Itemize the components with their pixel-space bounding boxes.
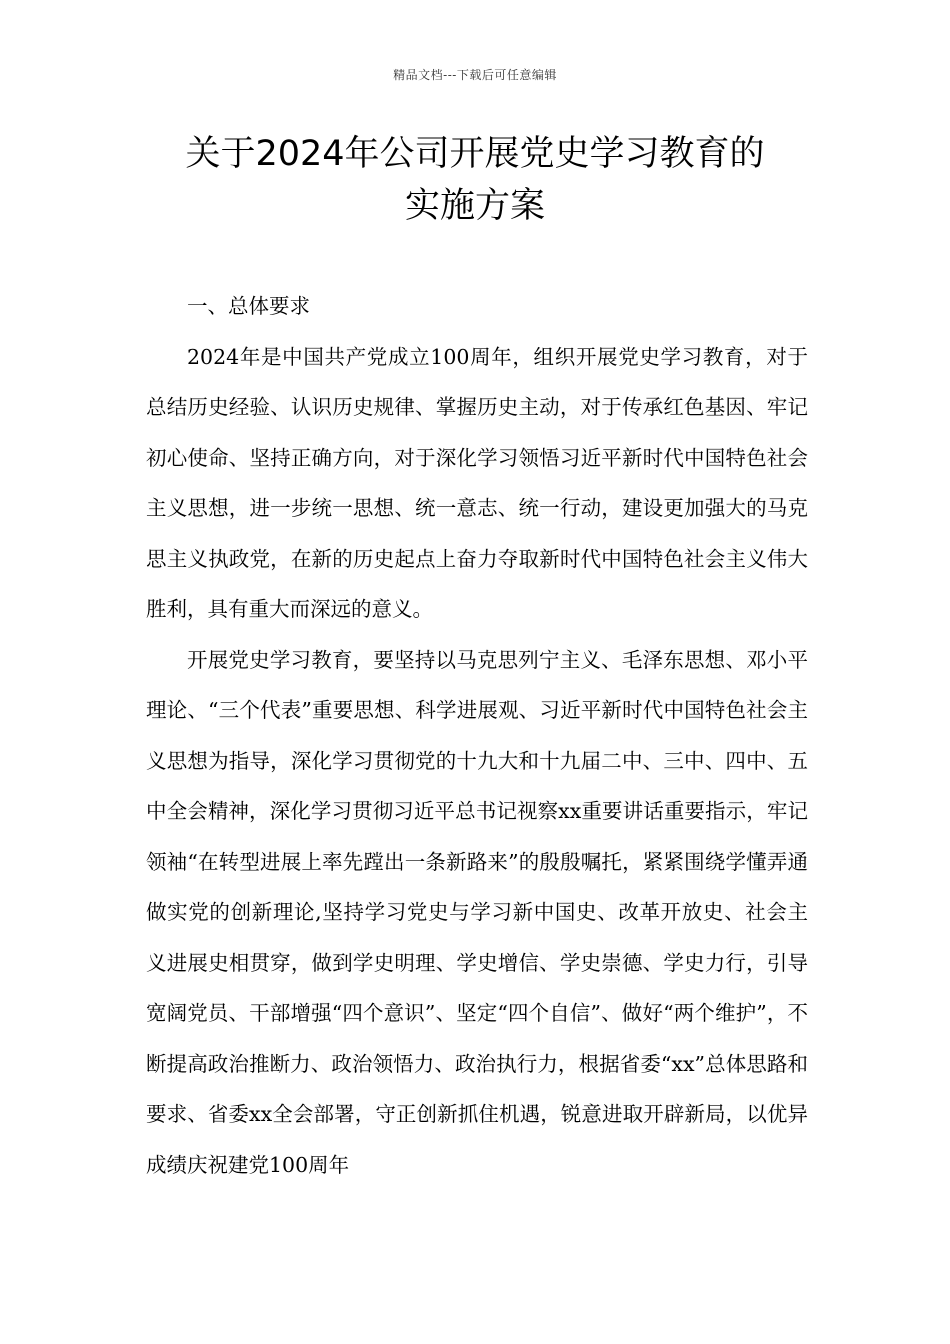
document-body [146, 281, 808, 1190]
section-heading: 一、总体要求 [187, 294, 310, 318]
title-line-2: 实施方案 [404, 186, 545, 226]
paragraph-2: 开展党史学习教育，要坚持以马克思列宁主义、毛泽东思想、邓小平理论、“三个代表”重要思想、科学进展观、习近平新时代中国特色社会主义思想为指导，深化学习贯彻党的十九大和十九届二中、三中、四中、五中全会精神，深化学习贯彻习近平总书记视察xx重要讲话重要指示，牢记领袖“在转型进展上率先蹚出一条新路来”的殷殷嘱托，紧紧围绕学懂弄通做实党的创新理论,坚持学习党史与学习新中国史、改革开放史、社会主义进展史相贯穿，做到学史明理、学史增信、学史崇德、学史力行，引导宽阔党员、干部增强“四个意识”、坚定“四个自信”、做好“两个维护”，不断提高政治推断力、政治领悟力、政治执行力，根据省委“xx”总体思路和要求、省委xx全会部署，守正创新抓住机遇，锐意进取开辟新局，以优异成绩庆祝建党100周年 [146, 647, 808, 1177]
paragraph-1: 2024年是中国共产党成立100周年，组织开展党史学习教育，对于总结历史经验、认识历史规律、掌握历史主动，对于传承红色基因、牢记初心使命、坚持正确方向，对于深化学习领悟习近平新时代中国特色社会主义思想，进一步统一思想、统一意志、统一行动，建设更加强大的马克思主义执政党，在新的历史起点上奋力夺取新时代中国特色社会主义伟大胜利，具有重大而深远的意义。 [146, 344, 808, 621]
title-line-1: 关于2024年公司开展党史学习教育的 [185, 134, 765, 174]
header-note: 精品文档---下载后可任意编辑 [393, 68, 557, 82]
document-title [120, 128, 830, 232]
